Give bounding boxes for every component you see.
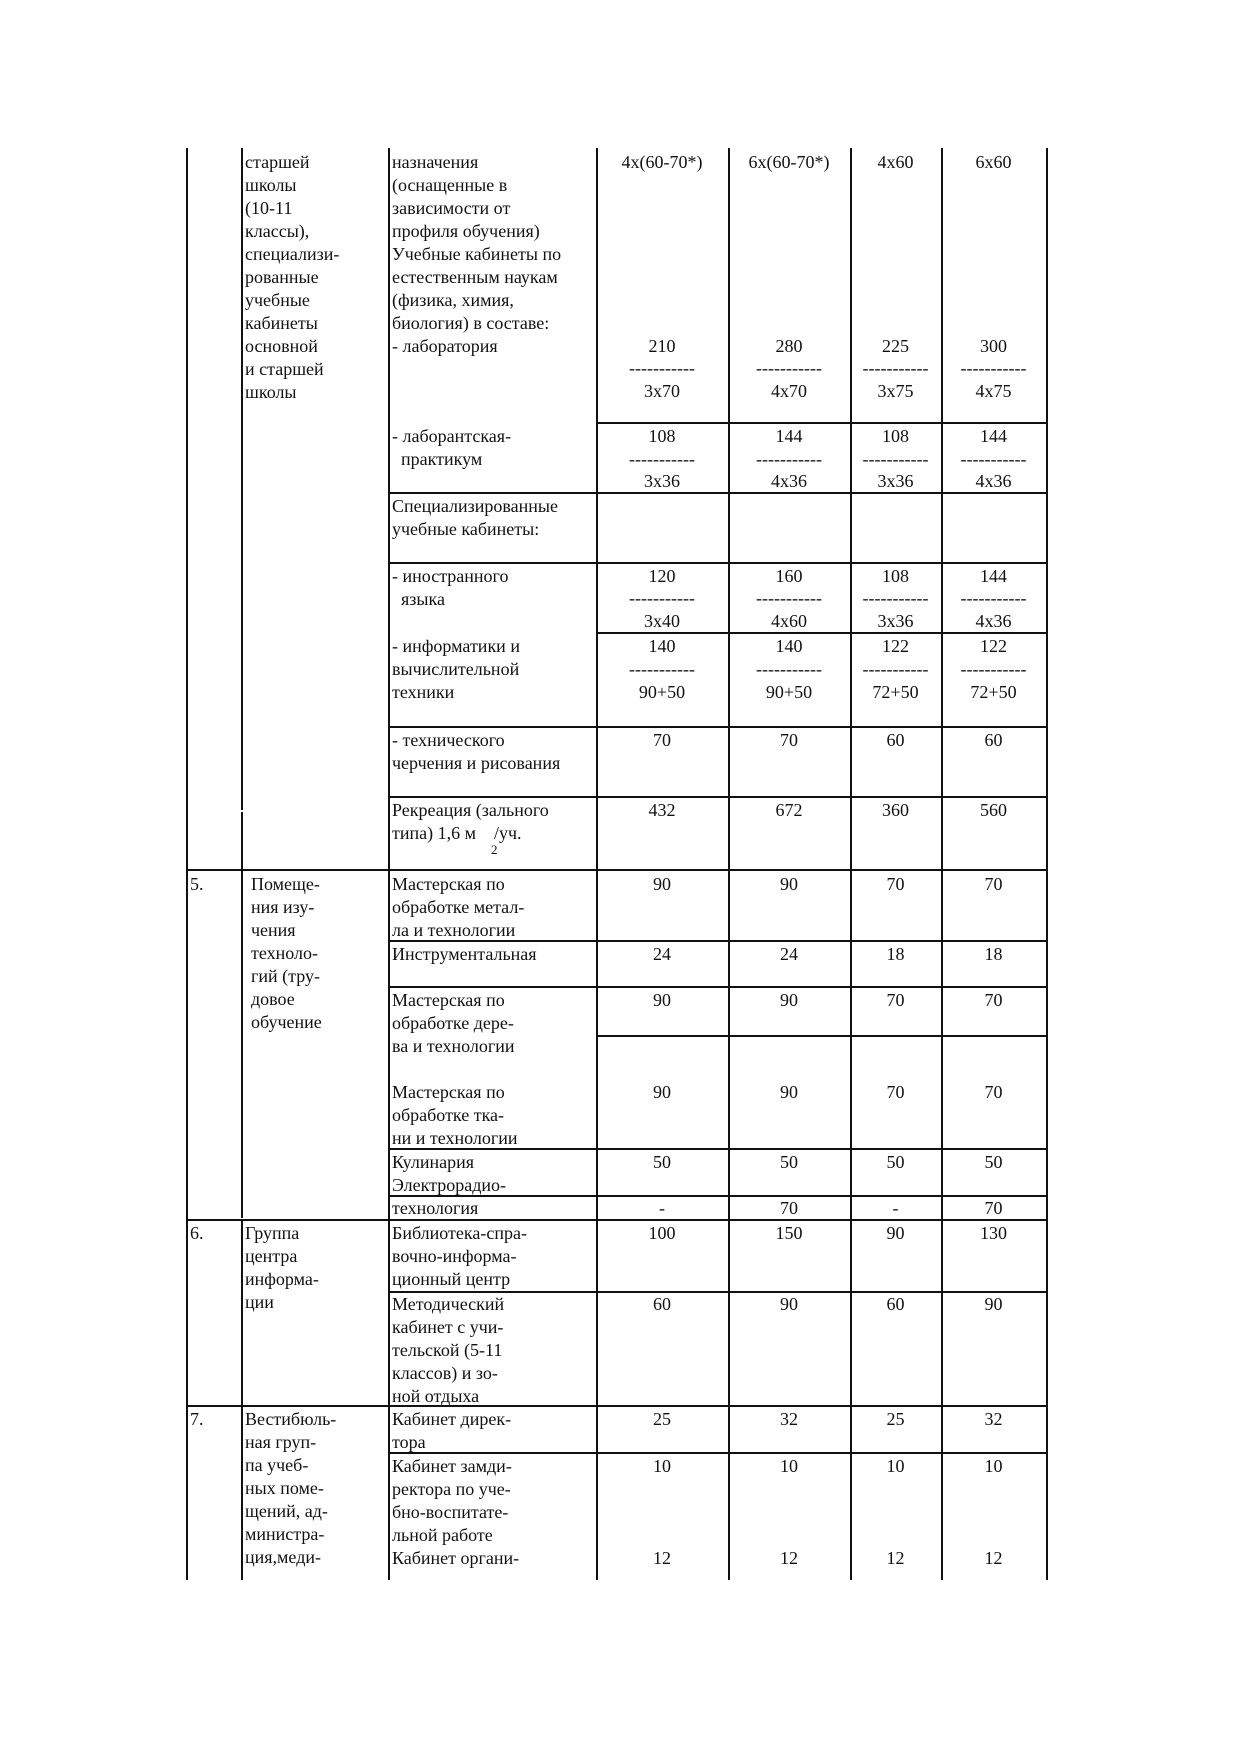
cell-value-numerator: 210 [648,336,676,356]
cell-value: 90 [653,1082,671,1102]
cell-value: 90 [984,1294,1003,1314]
column-divider [388,148,390,1580]
cell-value-numerator: 108 [882,566,909,586]
cell-value-numerator: 144 [775,426,803,446]
cell-value-denominator: 4x75 [975,381,1012,401]
room-description: Кабинет органи- [392,1548,520,1568]
fraction-dash: ----------- [756,659,822,679]
cell-value: 50 [886,1152,905,1172]
cell-value: 90 [653,874,671,894]
room-description: технология [392,1198,479,1218]
fraction-dash: ----------- [756,449,822,469]
cell-value: 6x60 [975,152,1012,172]
row-number: 7. [190,1409,204,1429]
cell-value: 70 [984,1198,1003,1218]
cell-value-numerator: 144 [980,566,1007,586]
room-description: Мастерская по обработке метал- ла и технологии [392,874,525,940]
room-description: Мастерская по обработке дере- ва и технологии [392,990,515,1056]
cell-value: 24 [653,944,671,964]
cell-value: 60 [886,730,905,750]
fraction-dash: ----------- [756,358,822,378]
fraction-dash: ----------- [629,358,695,378]
cell-value: 12 [886,1548,905,1568]
cell-value-numerator: 300 [980,336,1007,356]
row-divider [596,422,1046,424]
cell-value: 60 [984,730,1003,750]
room-description: - технического черчения и рисования [392,730,561,773]
cell-value-numerator: 140 [775,636,803,656]
cell-value-numerator: 280 [775,336,803,356]
room-description: Мастерская по обработке тка- ни и технологии [392,1082,518,1148]
cell-value: 50 [984,1152,1003,1172]
cell-value: 90 [780,1294,798,1314]
room-description: Инструментальная [392,944,537,964]
cell-value-denominator: 3x70 [644,381,680,401]
cell-value-numerator: 108 [648,426,676,446]
cell-value: 70 [886,874,905,894]
room-description: - информатики и вычислительной техники [392,636,520,702]
fraction-dash: ----------- [960,588,1027,608]
cell-value-numerator: 225 [882,336,909,356]
room-description: назначения (оснащенные в зависимости от профиля обучения) Учебные кабинеты по естественным наукам (физика, химия, биология) в составе: - лаборатория [392,152,562,356]
cell-value: 12 [984,1548,1003,1568]
cell-value: 12 [653,1548,671,1568]
room-description: Кулинария Электрорадио- [392,1152,506,1195]
cell-value: 18 [886,944,905,964]
cell-value-denominator: 3x36 [877,611,914,631]
cell-value: 70 [780,1198,798,1218]
cell-value-denominator: 3x75 [877,381,914,401]
cell-value: 70 [886,990,905,1010]
cell-value: 90 [780,874,798,894]
cell-value-denominator: 4x36 [975,611,1012,631]
room-description: Методический кабинет с учи- тельской (5-11 классов) и зо- ной отдыха [392,1294,505,1406]
row-divider [596,1035,1046,1037]
row-divider [388,796,1046,798]
cell-value: 60 [653,1294,671,1314]
cell-value: 90 [886,1223,905,1243]
cell-value: 10 [653,1456,671,1476]
fraction-dash: ----------- [629,659,695,679]
cell-value-denominator: 90+50 [765,682,813,702]
cell-value: 50 [653,1152,671,1172]
fraction-dash: ----------- [960,659,1027,679]
cell-value: 90 [780,990,798,1010]
row-divider [388,986,1046,988]
cell-value: 10 [780,1456,798,1476]
row-divider [186,869,1046,871]
cell-value: 70 [886,1082,905,1102]
cell-value: 4x60 [877,152,914,172]
column-divider [241,1220,243,1580]
cell-value: 32 [780,1409,798,1429]
cell-value-numerator: 122 [882,636,909,656]
row-divider [186,1405,1046,1407]
row-divider [388,726,1046,728]
cell-value: 70 [780,730,798,750]
cell-value-denominator: 3x36 [644,471,680,491]
cell-value: 32 [984,1409,1003,1429]
room-description: Рекреация (зального типа) 1,6 м /уч. [392,800,549,843]
section-name: Вестибюль- ная груп- па учеб- ных поме- щений, ад- министра- ция,меди- [245,1409,337,1567]
room-description: Кабинет дирек- тора [392,1409,512,1452]
table-border-left [186,148,188,1580]
cell-value: 672 [775,800,803,820]
cell-value: 90 [653,990,671,1010]
fraction-dash: ----------- [862,358,929,378]
room-description: - иностранного языка [392,566,509,609]
cell-value: 12 [780,1548,798,1568]
cell-value: 24 [780,944,798,964]
cell-value: 18 [984,944,1003,964]
fraction-dash: ----------- [960,449,1027,469]
fraction-dash: ----------- [629,449,695,469]
room-description: Кабинет замди- ректора по уче- бно-воспитате- льной работе [392,1456,512,1545]
row-number: 6. [190,1223,204,1243]
fraction-dash: ----------- [629,588,695,608]
cell-value: 70 [653,730,671,750]
cell-value-denominator: 72+50 [970,682,1017,702]
cell-value-denominator: 72+50 [872,682,919,702]
fraction-dash: ----------- [960,358,1027,378]
cell-value-numerator: 122 [980,636,1007,656]
cell-value: 70 [984,990,1003,1010]
cell-value-denominator: 90+50 [638,682,686,702]
cell-value: 90 [780,1082,798,1102]
unit-superscript: 2 [491,842,498,857]
table-border-right [1046,148,1048,1580]
cell-value: 10 [984,1456,1003,1476]
cell-value-numerator: 160 [775,566,803,586]
cell-value: 50 [780,1152,798,1172]
cell-value-denominator: 4x36 [975,471,1012,491]
section-name: старшей школы (10-11 классы), специализи- рованные учебные кабинеты основной и старшей школы [245,152,340,402]
cell-value: - [892,1198,899,1218]
column-divider [241,812,243,1218]
fraction-dash: ----------- [862,659,929,679]
column-divider [241,148,243,810]
row-divider [388,562,1046,564]
cell-value: 100 [648,1223,676,1243]
cell-value-denominator: 3x36 [877,471,914,491]
cell-value: - [659,1198,665,1218]
row-number: 5. [190,874,204,894]
cell-value: 4x(60-70*) [621,152,703,172]
room-description: - лаборантская- практикум [392,426,512,469]
cell-value: 60 [886,1294,905,1314]
fraction-dash: ----------- [862,588,929,608]
cell-value: 150 [775,1223,803,1243]
cell-value: 25 [653,1409,671,1429]
section-name: Группа центра информа- ции [245,1223,319,1312]
cell-value: 25 [886,1409,905,1429]
cell-value: 360 [882,800,909,820]
cell-value: 130 [980,1223,1007,1243]
cell-value: 6x(60-70*) [748,152,830,172]
section-name: Помеще- ния изу- чения техноло- гий (тру- довое обучение [251,874,322,1032]
cell-value-denominator: 4x36 [771,471,807,491]
cell-value-numerator: 108 [882,426,909,446]
cell-value-denominator: 4x70 [771,381,807,401]
cell-value-denominator: 4x60 [771,611,807,631]
cell-value-numerator: 144 [980,426,1007,446]
cell-value: 10 [886,1456,905,1476]
cell-value: 70 [984,874,1003,894]
cell-value-numerator: 120 [648,566,676,586]
cell-value: 560 [980,800,1007,820]
cell-value: 70 [984,1082,1003,1102]
room-description: Библиотека-спра- вочно-информа- ционный центр [392,1223,527,1289]
fraction-dash: ----------- [862,449,929,469]
cell-value-numerator: 140 [648,636,676,656]
room-description: Специализированные учебные кабинеты: [392,496,558,539]
cell-value-denominator: 3x40 [644,611,680,631]
fraction-dash: ----------- [756,588,822,608]
cell-value: 432 [648,800,676,820]
